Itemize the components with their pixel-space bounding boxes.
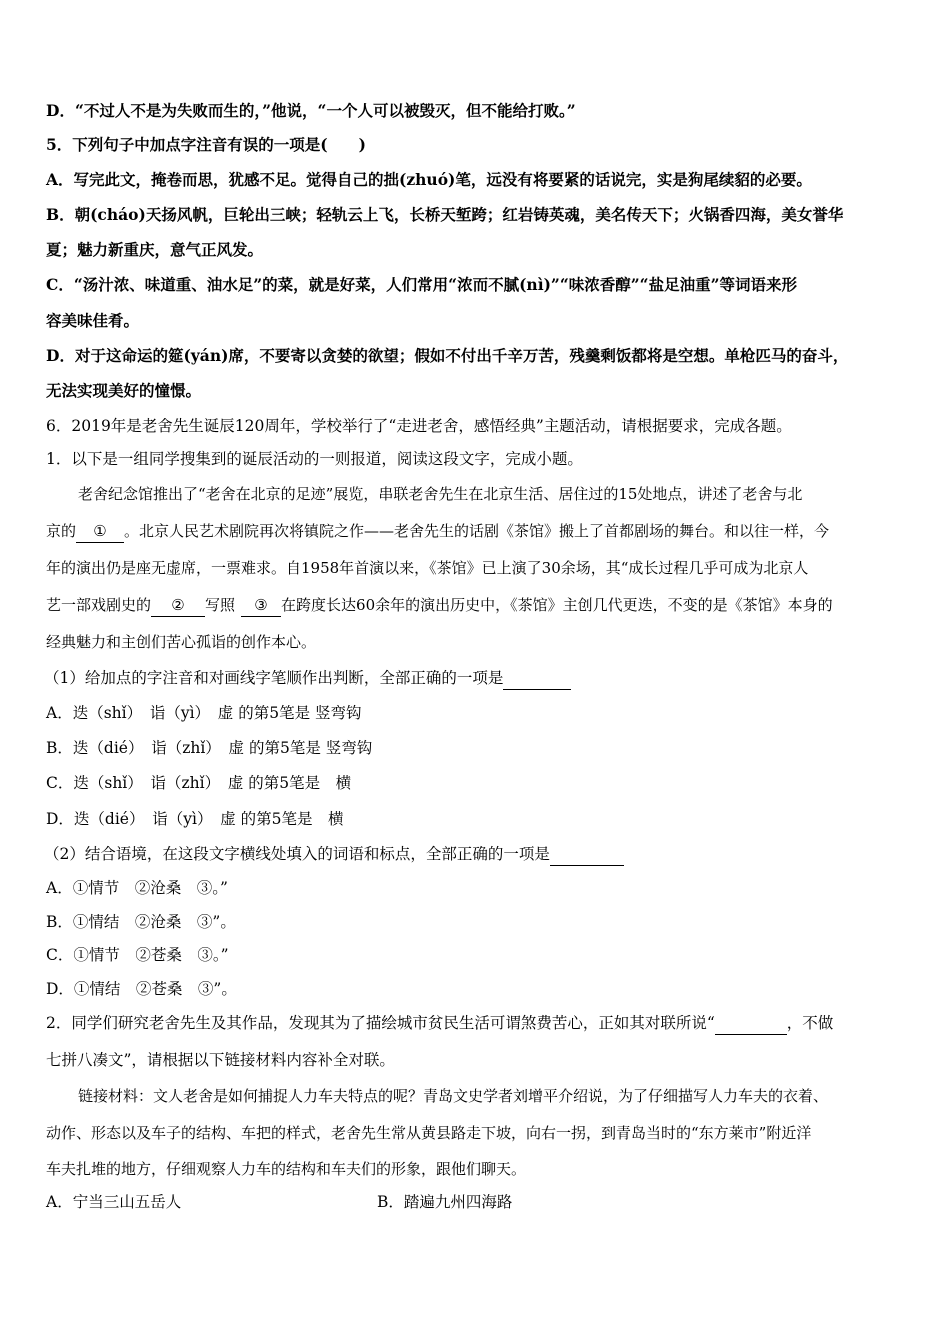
sub-question-1-option-c: C．迭（shǐ） 诣（zhǐ） 虚 的第5笔是 横 [46, 774, 352, 792]
passage-line-4-end: 在跨度长达60余年的演出历史中，《茶馆》主创几代更迭，不变的是《茶馆》本身的 [281, 596, 833, 614]
couplet-blank [715, 1012, 787, 1035]
link-material-line-3: 车夫扎堆的地方，仔细观察人力车的结构和车夫们的形象，跟他们聊天。 [46, 1160, 527, 1178]
question-5-option-d-line1: D．对于这命运的筵(yán)席，不要寄以贪婪的欲望；假如不付出千辛万苦，残羹剩饭都将是空想。单枪匹马的奋斗， [46, 346, 849, 365]
passage-line-5: 经典魅力和主创们苦心孤诣的创作本心。 [46, 633, 317, 651]
passage-line-3: 年的演出仍是座无虚席，一票难求。自1958年首演以来，《茶馆》已上演了30余场，其“成长过程几乎可成为北京人 [46, 559, 809, 577]
blank-3: ③ [241, 594, 281, 617]
question-5-stem: 5．下列句子中加点字注音有误的一项是( ) [46, 135, 366, 154]
sub-question-2-option-a: A．①情节 ②沧桑 ③。” [46, 879, 228, 897]
sub-question-1-option-d: D．迭（dié） 诣（yì） 虚 的第5笔是 横 [46, 810, 344, 828]
sub-question-1-option-a: A．迭（shǐ） 诣（yì） 虚 的第5笔是 竖弯钩 [46, 704, 362, 722]
question-5-option-b-line2: 夏；魅力新重庆，意气正风发。 [46, 240, 264, 259]
passage-line-1: 老舍纪念馆推出了“老舍在北京的足迹”展览，串联老舍先生在北京生活、居住过的15处地点，讲述了老舍与北 [78, 485, 803, 503]
passage-line-2-end: 。北京人民艺术剧院再次将镇院之作——老舍先生的话剧《茶馆》搬上了首都剧场的舞台。和以往一样，今 [124, 522, 830, 540]
sub2-text-end: ，不做 [786, 1014, 834, 1032]
sub-question-2-text: （2）结合语境，在这段文字横线处填入的词语和标点，全部正确的一项是 [44, 845, 550, 863]
link-material-line-2: 动作、形态以及车子的结构、车把的样式，老舍先生常从黄县路走下坡，向右一拐，到青岛当时的“东方莱市”附近洋 [46, 1124, 812, 1142]
question-5-option-a: A．写完此文，掩卷而思，犹感不足。觉得自己的拙(zhuó)笔，远没有将要紧的话说完，实是狗尾续貂的必要。 [46, 170, 812, 189]
couplet-option-a: A．宁当三山五岳人 [46, 1193, 182, 1211]
passage-line-2 [46, 520, 829, 543]
sub-question-1-option-b: B．迭（dié） 诣（zhǐ） 虚 的第5笔是 竖弯钩 [46, 739, 373, 757]
question-6-sub1: 1．以下是一组同学搜集到的诞辰活动的一则报道，阅读这段文字，完成小题。 [46, 450, 583, 468]
blank-1: ① [76, 520, 124, 543]
passage-line-4 [46, 594, 833, 617]
couplet-option-b: B．踏遍九州四海路 [377, 1193, 513, 1211]
question-6-sub2-line2: 七拼八凑文”，请根据以下链接材料内容补全对联。 [46, 1051, 395, 1069]
passage-line-2-start: 京的 [46, 522, 77, 540]
sub-question-1 [44, 667, 571, 690]
sub-question-2-option-c: C．①情节 ②苍桑 ③。” [46, 946, 229, 964]
link-material-line-1: 链接材料：文人老舍是如何捕捉人力车夫特点的呢？青岛文史学者刘增平介绍说，为了仔细描写人力车夫的衣着、 [78, 1087, 829, 1105]
question-6-sub2 [46, 1012, 833, 1035]
prev-option-d: D．“不过人不是为失败而生的，”他说，“一个人可以被毁灭，但不能给打败。” [46, 101, 576, 120]
answer-blank [503, 667, 571, 690]
question-6-intro: 6．2019年是老舍先生诞辰120周年，学校举行了“走进老舍，感悟经典”主题活动，请根据要求，完成各题。 [46, 417, 792, 435]
sub-question-1-text: （1）给加点的字注音和对画线字笔顺作出判断，全部正确的一项是 [44, 669, 504, 687]
blank-2: ② [151, 594, 205, 617]
question-5-option-b-line1: B．朝(cháo)天扬风帆，巨轮出三峡；轻轨云上飞，长桥天堑跨；红岩铸英魂，美名传天下；火锅香四海，美女誉华 [46, 205, 844, 224]
question-5-option-d-line2: 无法实现美好的憧憬。 [46, 381, 202, 400]
sub-question-2-option-d: D．①情结 ②苍桑 ③”。 [46, 980, 237, 998]
question-5-option-c-line1: C．“汤汁浓、味道重、油水足”的菜，就是好菜，人们常用“浓而不腻(nì)”“味浓香醇”“盐足油重”等词语来形 [46, 275, 797, 294]
sub2-text-start: 2．同学们研究老舍先生及其作品，发现其为了描绘城市贫民生活可谓煞费苦心，正如其对联所说“ [46, 1014, 715, 1032]
sub-question-2-option-b: B．①情结 ②沧桑 ③”。 [46, 913, 236, 931]
passage-line-4-mid: 写照 [205, 596, 236, 614]
passage-line-4-start: 艺一部戏剧史的 [46, 596, 152, 614]
answer-blank [550, 843, 624, 866]
question-5-option-c-line2: 容美味佳肴。 [46, 311, 140, 330]
sub-question-2 [44, 843, 624, 866]
